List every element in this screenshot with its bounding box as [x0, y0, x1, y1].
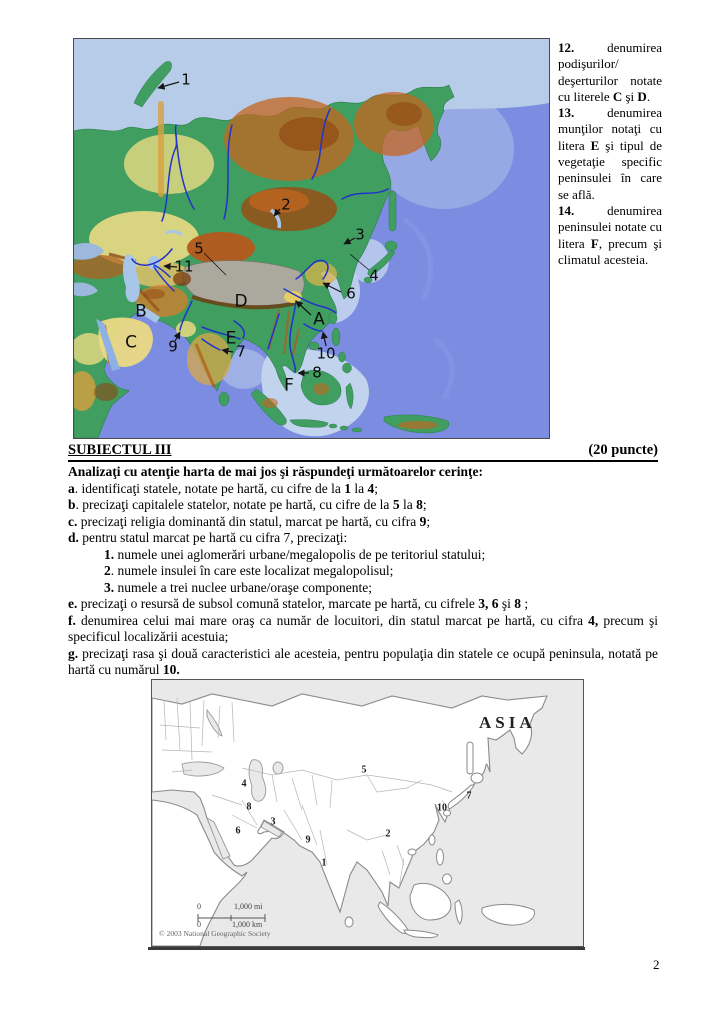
map-label-1: 1 — [181, 70, 191, 89]
physical-map-asia — [73, 38, 550, 439]
map-label-4: 4 — [241, 778, 247, 790]
map-label-10: 10 — [437, 802, 447, 814]
subject-header — [68, 442, 658, 462]
map-label-10: 10 — [316, 344, 336, 363]
paragraph: 2. numele insulei în care este localizat megalopolisul; — [104, 563, 394, 578]
map-label-D: D — [234, 291, 248, 312]
scale-zero-mi: 0 — [197, 902, 201, 911]
map-label-1: 1 — [321, 857, 327, 869]
scale-zero-km: 0 — [197, 920, 201, 929]
text-block — [68, 442, 658, 679]
map-label-F: F — [284, 375, 294, 396]
map-label-9: 9 — [305, 834, 311, 846]
outline-map-asia — [151, 679, 584, 947]
map-label-3: 3 — [270, 816, 276, 828]
paragraph: 12. denumirea podişurilor/ deşerturilor notate cu literele C şi D. — [558, 40, 662, 104]
map-label-2: 2 — [385, 828, 391, 840]
map-label-4: 4 — [369, 266, 379, 285]
physical-map-labels — [74, 39, 549, 438]
scale-km-label: 1,000 km — [232, 920, 263, 929]
map-label-8: 8 — [246, 801, 252, 813]
map-label-A: A — [313, 309, 325, 330]
subject-points: (20 puncte) — [588, 442, 658, 458]
task-list — [68, 464, 658, 679]
page-number: 2 — [653, 957, 660, 972]
paragraph: 13. denumirea munţilor notaţi cu litera E şi tipul de vegetaţie specific peninsulei în care se află. — [558, 105, 662, 202]
map-label-B: B — [135, 301, 147, 322]
outline-map-title: ASIA — [479, 713, 536, 732]
paragraph: 14. denumirea peninsulei notate cu litera F, precum şi climatul acesteia. — [558, 202, 662, 267]
paragraph: f. denumirea celui mai mare oraş ca număr de locuitori, din statul marcat pe hartă, cu cifra 4, precum şi specificul localizării acestuia; — [68, 612, 658, 644]
copyright-notice: © 2003 National Geographic Society — [159, 929, 271, 938]
paragraph: b. precizaţi capitalele statelor, notate pe hartă, cu cifre de la 5 la 8; — [68, 497, 427, 512]
map-label-3: 3 — [355, 225, 365, 244]
map-label-6: 6 — [346, 284, 356, 303]
subject-title: SUBIECTUL III — [68, 442, 172, 458]
map-label-11: 11 — [174, 257, 194, 276]
task-items — [68, 481, 658, 679]
map-label-C: C — [125, 332, 137, 353]
paragraph: 3. numele a trei nuclee urbane/oraşe componente; — [104, 579, 373, 595]
bottom-rule — [148, 947, 585, 950]
map-label-6: 6 — [235, 825, 241, 837]
map-label-8: 8 — [312, 363, 322, 382]
paragraph: e. precizaţi o resursă de subsol comună statelor, marcate pe hartă, cu cifrele 3, 6 şi 8 ; — [68, 596, 529, 611]
paragraph: g. precizaţi rasa şi două caracteristici ale acesteia, pentru populaţia din statele ce ocupă peninsula, notată pe hartă cu numărul 10. — [68, 645, 658, 677]
map-label-7: 7 — [466, 790, 472, 802]
map-label-5: 5 — [194, 239, 204, 258]
scale-mi-label: 1,000 mi — [234, 902, 263, 911]
map-label-7: 7 — [236, 342, 246, 361]
paragraph: c. precizaţi religia dominantă din statul, marcat pe hartă, cu cifra 9; — [68, 513, 431, 529]
map-label-E: E — [225, 328, 237, 349]
map-label-2: 2 — [281, 195, 291, 214]
paragraph: 1. numele unei aglomerări urbane/megalopolis de pe teritoriul statului; — [104, 546, 486, 562]
tasks-intro: Analizaţi cu atenţie harta de mai jos şi răspundeţi următoarelor cerinţe: — [68, 464, 483, 479]
right-column — [558, 40, 662, 268]
paragraph: d. pentru statul marcat pe hartă cu cifra 7, precizaţi: — [68, 530, 348, 545]
map-label-9: 9 — [168, 337, 178, 356]
paragraph: a. identificaţi statele, notate pe hartă, cu cifre de la 1 la 4; — [68, 480, 379, 496]
map-label-5: 5 — [361, 764, 367, 776]
